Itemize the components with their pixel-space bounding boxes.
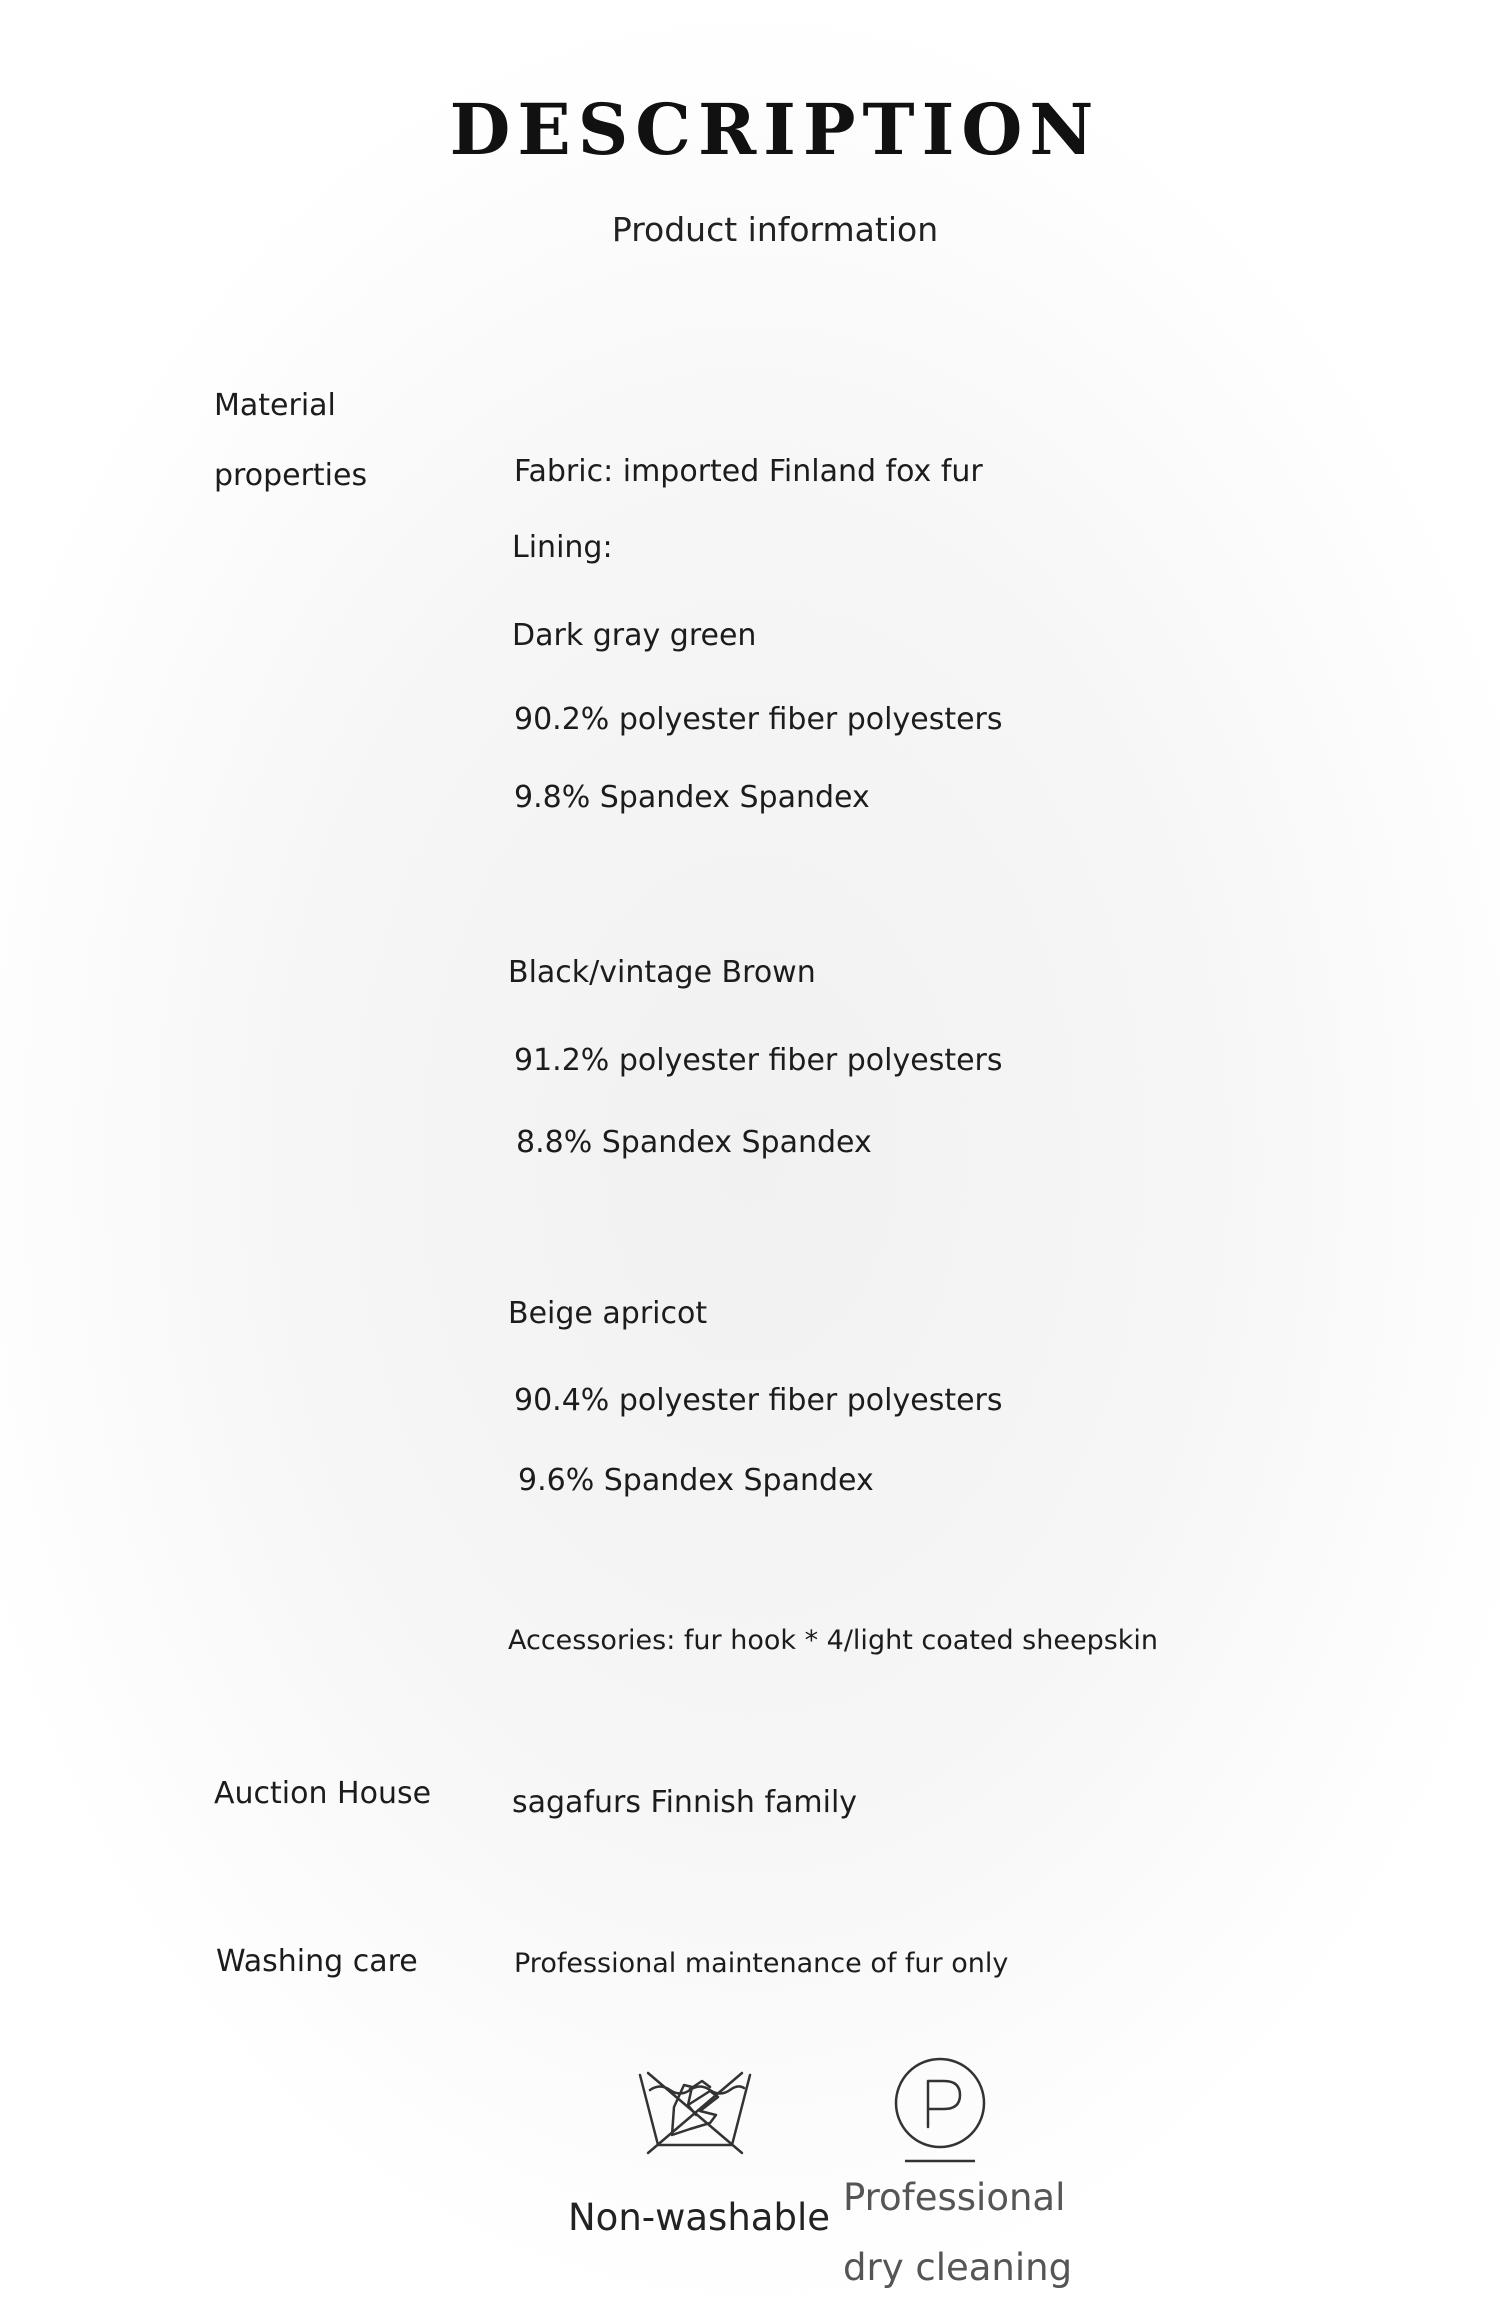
composition-line: 9.6% Spandex Spandex [518, 1463, 874, 1498]
page-subtitle: Product information [611, 210, 939, 249]
auction-value: sagafurs Finnish family [512, 1785, 858, 1820]
dry-cleaning-label: Professional [843, 2176, 1066, 2219]
accessories-text: Accessories: fur hook * 4/light coated sheepskin [508, 1625, 1159, 1656]
material-label-line2: properties [214, 458, 368, 493]
composition-line: 90.4% polyester fiber polyesters [514, 1383, 1003, 1418]
fabric-text: Fabric: imported Finland fox fur [514, 454, 983, 489]
non-washable-label: Non-washable [568, 2196, 830, 2239]
color-name: Beige apricot [508, 1296, 708, 1331]
composition-line: 8.8% Spandex Spandex [516, 1125, 872, 1160]
composition-line: 9.8% Spandex Spandex [514, 780, 870, 815]
dry-cleaning-label-line2: dry cleaning [843, 2246, 1073, 2289]
no-hand-wash-icon [640, 2073, 750, 2153]
lining-label: Lining: [512, 530, 613, 565]
washing-value: Professional maintenance of fur only [514, 1948, 1009, 1979]
composition-line: 90.2% polyester fiber polyesters [514, 702, 1003, 737]
material-label: Material [214, 388, 336, 423]
composition-line: 91.2% polyester fiber polyesters [514, 1043, 1003, 1078]
care-symbols [630, 2045, 1030, 2185]
auction-label: Auction House [214, 1776, 432, 1811]
color-name: Dark gray green [512, 618, 757, 653]
washing-label: Washing care [216, 1944, 418, 1979]
professional-dry-clean-icon [896, 2059, 984, 2161]
color-name: Black/vintage Brown [508, 955, 816, 990]
page-title: DESCRIPTION [449, 88, 1101, 171]
